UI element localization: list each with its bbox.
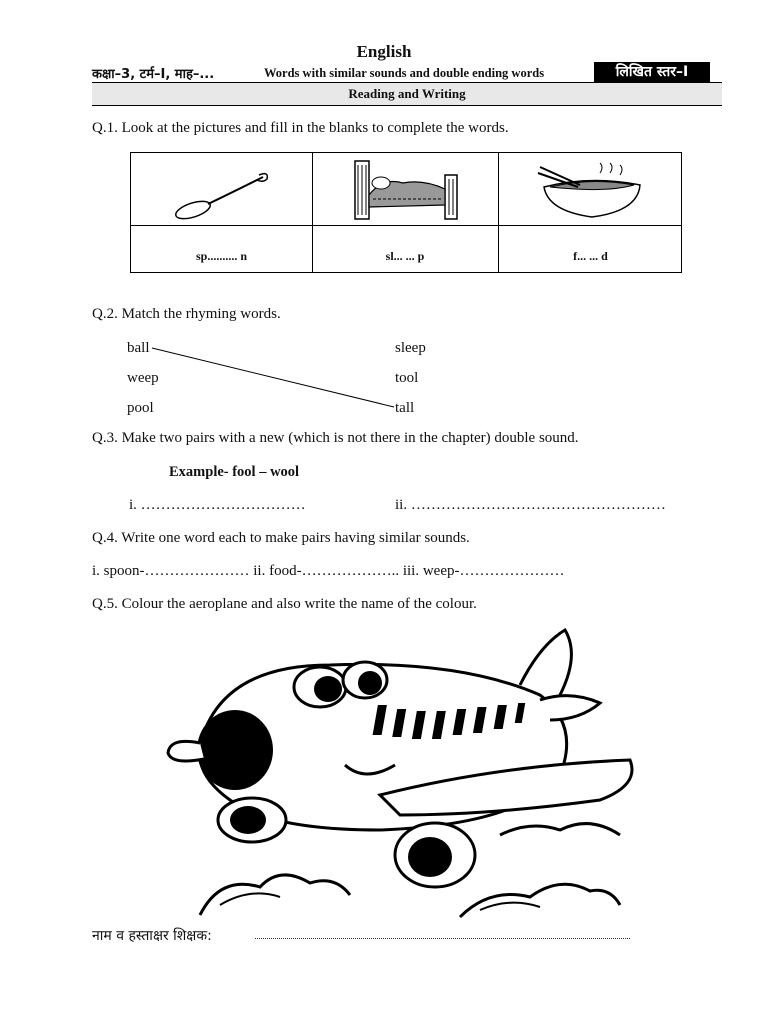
- table-divider: [131, 225, 681, 226]
- level-badge: लिखित स्तर–I: [594, 62, 710, 82]
- section-band: Reading and Writing: [92, 83, 722, 106]
- aeroplane-icon: [160, 625, 650, 925]
- answer-line: i. spoon-………………… ii. food-……………….. iii. weep-…………………: [92, 563, 565, 579]
- match-left-word: ball: [127, 340, 150, 356]
- match-right-word: tool: [395, 370, 419, 386]
- question-3: Q.3. Make two pairs with a new (which is not there in the chapter) double sound.: [92, 430, 579, 446]
- match-left-word: weep: [127, 370, 159, 386]
- blank-word-3: f... ... d: [573, 249, 608, 263]
- question-5: Q.5. Colour the aeroplane and also write the name of the colour.: [92, 596, 477, 612]
- bowl-icon: [536, 159, 646, 221]
- page-title: English: [356, 42, 412, 61]
- signature-line: [255, 938, 630, 939]
- blank-word-1: sp.......... n: [195, 249, 248, 263]
- match-left-word: pool: [127, 400, 154, 416]
- topic-title: Words with similar sounds and double ending words: [264, 66, 545, 80]
- question-2: Q.2. Match the rhyming words.: [92, 306, 281, 322]
- bed-icon: [353, 155, 463, 223]
- class-info: कक्षा–3, टर्म–I, माह–...: [92, 67, 215, 82]
- signature-label: नाम व हस्ताक्षर शिक्षक:: [92, 928, 212, 944]
- blank-word-2: sl... ... p: [385, 249, 425, 263]
- match-line: [150, 345, 400, 410]
- question-1: Q.1. Look at the pictures and fill in the blanks to complete the words.: [92, 120, 509, 136]
- question-4: Q.4. Write one word each to make pairs having similar sounds.: [92, 530, 470, 546]
- answer-blank-1: i. ……………………………: [129, 497, 306, 513]
- answer-blank-2: ii. ……………………………………………: [395, 497, 666, 513]
- match-right-word: tall: [395, 400, 415, 416]
- picture-table: [130, 152, 682, 273]
- spoon-icon: [171, 165, 271, 223]
- match-right-word: sleep: [395, 340, 426, 356]
- example-text: Example- fool – wool: [169, 464, 300, 480]
